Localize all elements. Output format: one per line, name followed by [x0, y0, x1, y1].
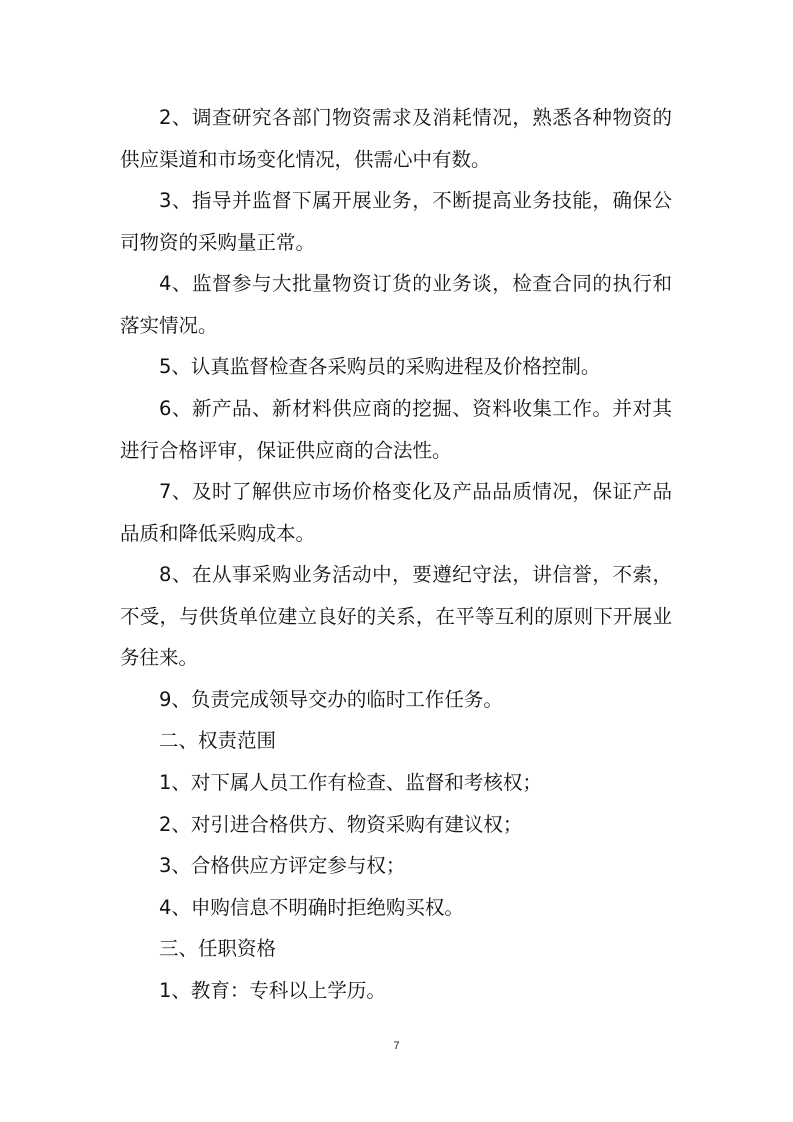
paragraph — [120, 180, 672, 263]
page-number: 7 — [393, 1040, 400, 1052]
text-line: 8、在从事采购业务活动中，要遵纪守法，讲信誉，不索， — [159, 563, 672, 587]
text-line: 1、教育：专科以上学历。 — [159, 978, 386, 1002]
paragraph — [120, 845, 672, 887]
paragraph — [120, 679, 672, 721]
text-line: 三、任职资格 — [159, 937, 277, 961]
text-line: 4、监督参与大批量物资订货的业务谈，检查合同的执行和 — [159, 272, 672, 296]
text-line: 2、对引进合格供方、物资采购有建议权； — [159, 812, 523, 836]
text-line: 进行合格评审，保证供应商的合法性。 — [120, 438, 452, 462]
document-body — [120, 97, 672, 1011]
text-line: 3、指导并监督下属开展业务，不断提高业务技能，确保公 — [159, 189, 672, 213]
paragraph — [120, 263, 672, 346]
paragraph — [120, 388, 672, 471]
text-line: 6、新产品、新材料供应商的挖掘、资料收集工作。并对其 — [159, 396, 672, 420]
paragraph — [120, 762, 672, 804]
text-line: 不受，与供货单位建立良好的关系，在平等互利的原则下开展业 — [120, 604, 672, 628]
text-line: 2、调查研究各部门物资需求及消耗情况，熟悉各种物资的 — [159, 106, 672, 129]
text-line: 务往来。 — [120, 646, 199, 670]
text-line: 5、认真监督检查各采购员的采购进程及价格控制。 — [159, 355, 601, 379]
text-line: 9、负责完成领导交办的临时工作任务。 — [159, 687, 503, 711]
paragraph — [120, 471, 672, 554]
paragraph — [120, 720, 672, 762]
text-line: 3、合格供应方评定参与权； — [159, 854, 406, 878]
text-line: 司物资的采购量正常。 — [120, 230, 316, 254]
paragraph — [120, 804, 672, 846]
text-line: 品质和降低采购成本。 — [120, 521, 316, 545]
paragraph — [120, 970, 672, 1012]
text-line: 4、申购信息不明确时拒绝购买权。 — [159, 895, 464, 919]
text-line: 二、权责范围 — [159, 729, 277, 753]
paragraph — [120, 928, 672, 970]
text-line: 供应渠道和市场变化情况，供需心中有数。 — [120, 147, 491, 171]
paragraph — [120, 97, 672, 180]
paragraph — [120, 346, 672, 388]
text-line: 7、及时了解供应市场价格变化及产品品质情况，保证产品 — [159, 480, 672, 504]
text-line: 落实情况。 — [120, 313, 218, 337]
paragraph — [120, 887, 672, 929]
text-line: 1、对下属人员工作有检查、监督和考核权； — [159, 771, 542, 794]
paragraph — [120, 554, 672, 679]
